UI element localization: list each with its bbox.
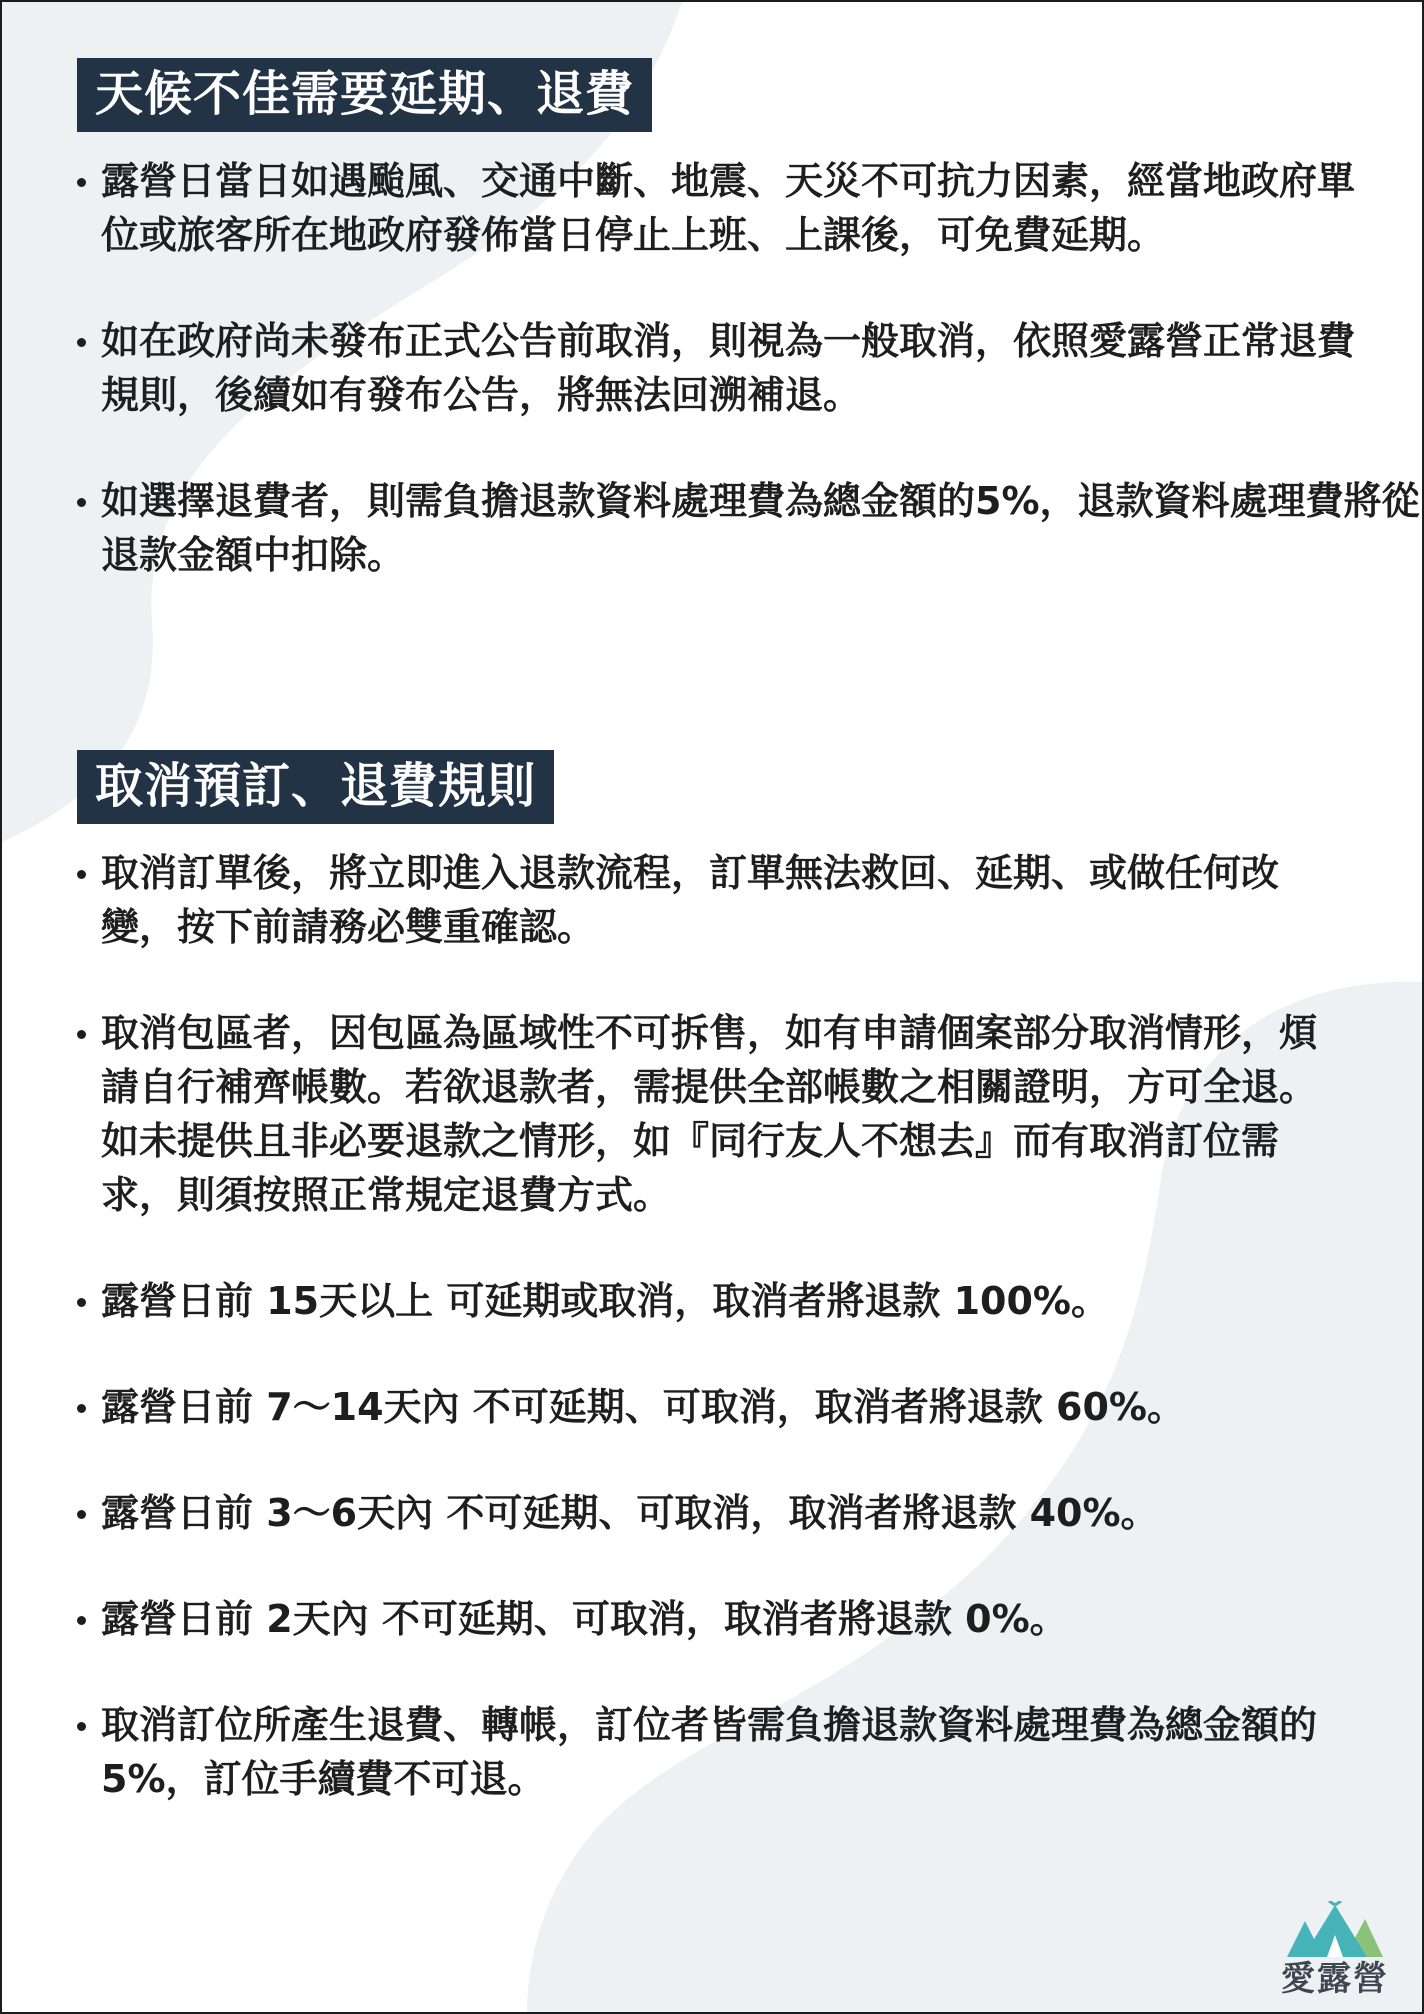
rule-item: 如在政府尚未發布正式公告前取消，則視為一般取消，依照愛露營正常退費規則，後續如有發布公告，將無法回溯補退。 bbox=[77, 314, 1381, 422]
rules-list-cancel bbox=[77, 846, 1382, 1806]
rule-item: 取消包區者，因包區為區域性不可拆售，如有申請個案部分取消情形，煩請自行補齊帳數。若欲退款者，需提供全部帳數之相關證明，方可全退。如未提供且非必要退款之情形，如『同行友人不想去』而有取消訂位需求，則須按照正常規定退費方式。 bbox=[77, 1006, 1351, 1222]
rule-item: 如選擇退費者，則需負擔退款資料處理費為總金額的5%，退款資料處理費將從退款金額中扣除。 bbox=[77, 474, 1421, 582]
rule-item: 露營日前 7〜14天內 不可延期、可取消，取消者將退款 60%。 bbox=[77, 1380, 1401, 1434]
rule-item: 取消訂位所產生退費、轉帳，訂位者皆需負擔退款資料處理費為總金額的5%，訂位手續費不可退。 bbox=[77, 1698, 1321, 1806]
brand-name: 愛露營 bbox=[1281, 1958, 1389, 1999]
section-title-cancel: 取消預訂、退費規則 bbox=[77, 750, 554, 824]
rule-item: 露營日前 2天內 不可延期、可取消，取消者將退款 0%。 bbox=[77, 1592, 1401, 1646]
rule-item: 取消訂單後，將立即進入退款流程，訂單無法救回、延期、或做任何改變，按下前請務必雙重確認。 bbox=[77, 846, 1351, 954]
rule-item: 露營日前 15天以上 可延期或取消，取消者將退款 100%。 bbox=[77, 1274, 1401, 1328]
rule-item: 露營日前 3〜6天內 不可延期、可取消，取消者將退款 40%。 bbox=[77, 1486, 1401, 1540]
section-cancel bbox=[77, 750, 1382, 1858]
rule-item: 露營日當日如遇颱風、交通中斷、地震、天災不可抗力因素，經當地政府單位或旅客所在地政府發佈當日停止上班、上課後，可免費延期。 bbox=[77, 154, 1371, 262]
brand-logo bbox=[1270, 1901, 1400, 1998]
section-weather bbox=[77, 58, 1420, 634]
rules-list-weather bbox=[77, 154, 1420, 582]
section-title-weather: 天候不佳需要延期、退費 bbox=[77, 58, 652, 132]
tent-mountain-icon bbox=[1285, 1901, 1385, 1959]
